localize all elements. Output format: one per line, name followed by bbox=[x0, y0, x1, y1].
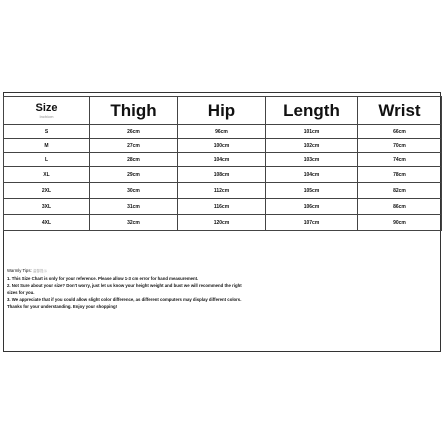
table-row bbox=[4, 199, 442, 215]
thigh-cell: 26cm bbox=[90, 125, 178, 139]
tip-line: Thanks for your understanding. Enjoy your shopping! bbox=[7, 304, 118, 309]
size-header-label: Size bbox=[35, 101, 58, 114]
size-chart-table bbox=[3, 96, 442, 231]
warmly-tips bbox=[7, 267, 437, 310]
size-cell: S bbox=[4, 125, 90, 139]
tips-title bbox=[7, 267, 437, 275]
length-cell: 105cm bbox=[266, 183, 358, 199]
size-cell: XL bbox=[4, 167, 90, 183]
tips-title-faint: 温馨提示 bbox=[32, 269, 47, 273]
size-cell: L bbox=[4, 153, 90, 167]
table-row bbox=[4, 215, 442, 231]
tip-line: sizes for you. bbox=[7, 290, 35, 295]
wrist-cell: 78cm bbox=[358, 167, 442, 183]
thigh-cell: 30cm bbox=[90, 183, 178, 199]
tip-line: 1. This Size Chart is only for your reference. Please allow 1-3 cm error for hand measurement. bbox=[7, 276, 199, 281]
table-row bbox=[4, 153, 442, 167]
hip-cell: 120cm bbox=[178, 215, 266, 231]
hip-cell: 108cm bbox=[178, 167, 266, 183]
length-cell: 106cm bbox=[266, 199, 358, 215]
wrist-cell: 90cm bbox=[358, 215, 442, 231]
tip-line: 2. Not Sure about your size? Don't worry, just let us know your height weight and bust we will recommend the right bbox=[7, 283, 242, 288]
table-row bbox=[4, 167, 442, 183]
wrist-cell: 74cm bbox=[358, 153, 442, 167]
length-cell: 107cm bbox=[266, 215, 358, 231]
header-row bbox=[4, 97, 442, 125]
wrist-cell: 66cm bbox=[358, 125, 442, 139]
length-cell: 104cm bbox=[266, 167, 358, 183]
size-cell: 3XL bbox=[4, 199, 90, 215]
size-header bbox=[4, 97, 90, 125]
table-row bbox=[4, 125, 442, 139]
hip-header: Hip bbox=[178, 97, 266, 125]
hip-cell: 104cm bbox=[178, 153, 266, 167]
wrist-header: Wrist bbox=[358, 97, 442, 125]
length-header: Length bbox=[266, 97, 358, 125]
thigh-header: Thigh bbox=[90, 97, 178, 125]
thigh-cell: 31cm bbox=[90, 199, 178, 215]
size-header-unit: Inch/cm bbox=[39, 113, 54, 119]
thigh-cell: 28cm bbox=[90, 153, 178, 167]
wrist-cell: 86cm bbox=[358, 199, 442, 215]
tip-line: 3. We appreciate that if you could allow slight color difference, as different computers may display different colors. bbox=[7, 297, 242, 302]
hip-cell: 112cm bbox=[178, 183, 266, 199]
length-cell: 101cm bbox=[266, 125, 358, 139]
hip-cell: 116cm bbox=[178, 199, 266, 215]
hip-cell: 96cm bbox=[178, 125, 266, 139]
size-cell: 4XL bbox=[4, 215, 90, 231]
length-cell: 102cm bbox=[266, 139, 358, 153]
tips-title-text: Warmly Tips: bbox=[7, 268, 32, 273]
wrist-cell: 70cm bbox=[358, 139, 442, 153]
table-row bbox=[4, 183, 442, 199]
thigh-cell: 29cm bbox=[90, 167, 178, 183]
length-cell: 103cm bbox=[266, 153, 358, 167]
hip-cell: 100cm bbox=[178, 139, 266, 153]
size-cell: 2XL bbox=[4, 183, 90, 199]
size-cell: M bbox=[4, 139, 90, 153]
thigh-cell: 27cm bbox=[90, 139, 178, 153]
wrist-cell: 82cm bbox=[358, 183, 442, 199]
table-row bbox=[4, 139, 442, 153]
thigh-cell: 32cm bbox=[90, 215, 178, 231]
